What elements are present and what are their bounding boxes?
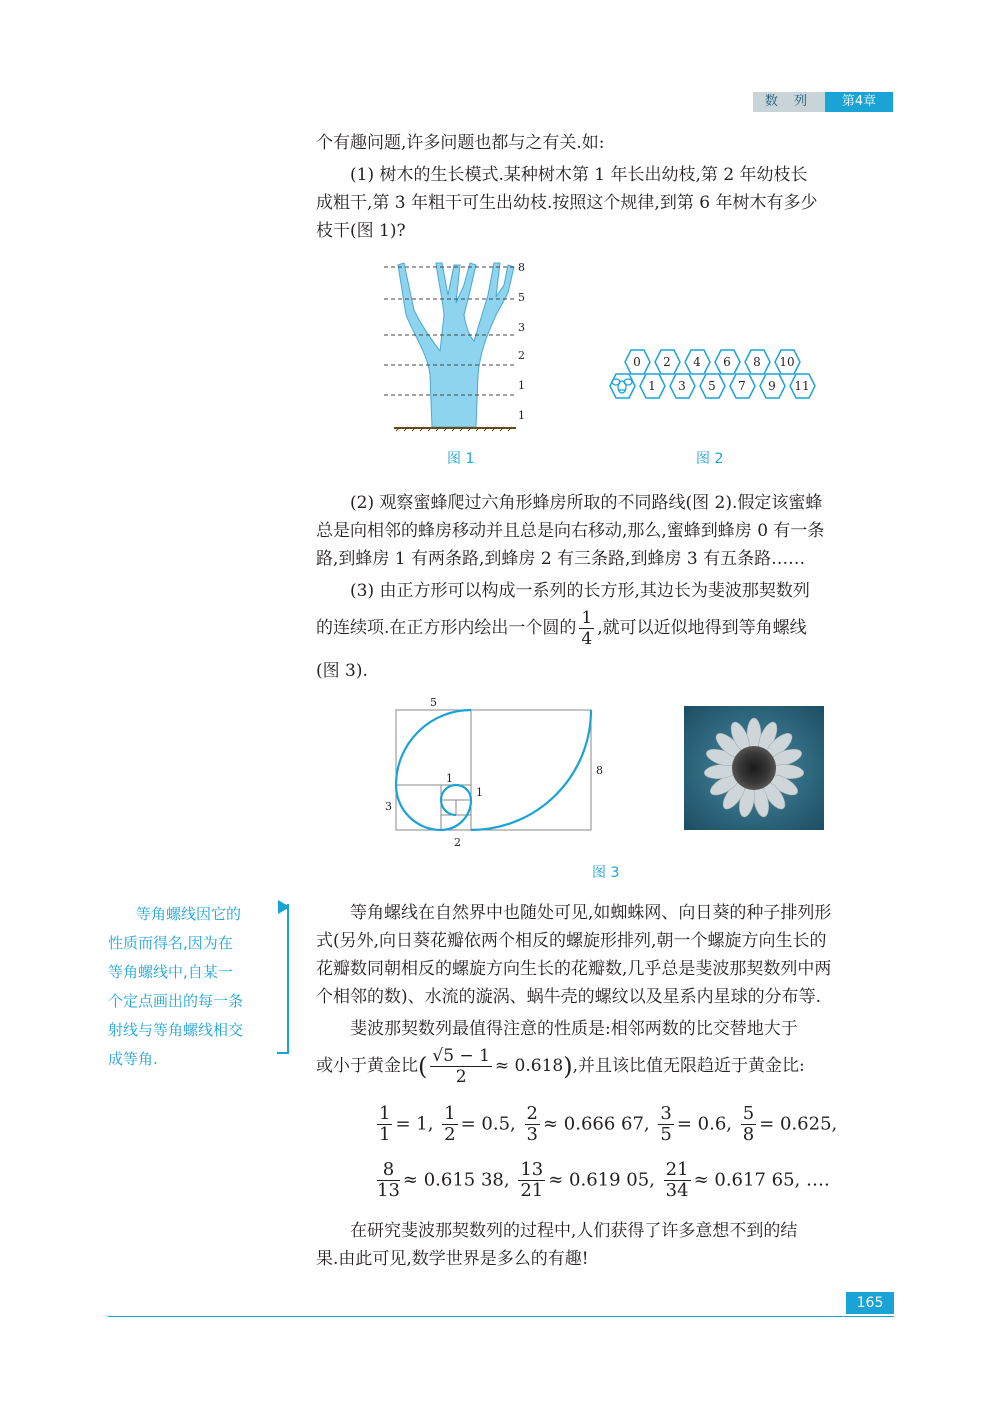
spiral-para-line4: 个相邻的数)、水流的漩涡、蜗牛壳的螺纹以及星系内星球的分布等. xyxy=(316,987,822,1007)
hex-cell-label: 0 xyxy=(633,355,641,369)
hex-cell-label: 2 xyxy=(663,355,671,369)
margin-note-line5: 射线与等角螺线相交 xyxy=(108,1021,244,1039)
ratio-numerator: 13 xyxy=(520,1159,544,1180)
ratio-fraction xyxy=(664,1160,691,1201)
ratio-value: = 0.625, xyxy=(759,1113,838,1135)
sunflower-photo xyxy=(684,706,824,830)
margin-note-line4: 个定点画出的每一条 xyxy=(108,992,244,1010)
fig3-caption: 图 3 xyxy=(592,865,620,881)
ratio-fraction xyxy=(518,1160,545,1201)
footer-rule xyxy=(108,1316,894,1317)
chapter-label: 第4章 xyxy=(825,92,893,112)
property-para-line1: 斐波那契数列最值得注意的性质是:相邻两数的比交替地大于 xyxy=(350,1019,798,1039)
hex-cell-label: 4 xyxy=(693,355,701,369)
hex-cell-label: 3 xyxy=(678,379,686,393)
ratios-row-2 xyxy=(374,1160,830,1201)
hex-cell-label: 8 xyxy=(753,355,761,369)
ratio-numerator: 3 xyxy=(660,1103,672,1124)
golden-denominator: 2 xyxy=(455,1067,467,1087)
ratio-value: = 0.5, xyxy=(460,1113,516,1135)
ratio-numerator: 8 xyxy=(377,1160,400,1181)
intro-line: 个有趣问题,许多问题也都与之有关.如: xyxy=(316,133,605,153)
quarter-fraction xyxy=(579,608,594,649)
ratio-value: ≈ 0.619 05, xyxy=(548,1169,655,1191)
hex-cell-label: 6 xyxy=(723,355,731,369)
honeycomb-figure xyxy=(596,346,821,416)
spiral-label: 8 xyxy=(596,764,603,777)
ratio-numerator: 5 xyxy=(742,1103,755,1124)
ratio-denominator: 1 xyxy=(379,1124,391,1145)
golden-spiral-figure xyxy=(382,696,614,852)
item1-line1: (1) 树木的生长模式.某种树木第 1 年长出幼枝,第 2 年幼枝长 xyxy=(350,165,808,185)
ratio-fraction xyxy=(442,1104,457,1145)
ratio-fraction xyxy=(741,1104,756,1145)
spiral-label: 1 xyxy=(446,772,453,785)
ratio-value: ≈ 0.617 65, …. xyxy=(693,1169,830,1191)
hex-cell-label: 11 xyxy=(794,379,810,393)
item3-line2-start: 的连续项.在正方形内绘出一个圆的 xyxy=(316,618,577,638)
tree-level-label: 8 xyxy=(518,261,525,274)
spiral-label: 5 xyxy=(430,696,437,709)
property-line2-end: ,并且该比值无限趋近于黄金比: xyxy=(572,1056,805,1076)
item1-line3: 枝干(图 1)? xyxy=(316,221,406,241)
spiral-para-line3: 花瓣数同朝相反的螺旋方向生长的花瓣数,几乎总是斐波那契数列中两 xyxy=(316,959,832,979)
property-para-line2: 或小于黄金比( $\frac{√5 - 1}{2}$ ≈ 0.618),并且该比值无限趋近于黄金比: xyxy=(316,1046,805,1087)
ratio-numerator: 2 xyxy=(526,1103,538,1124)
hex-cell-label: 9 xyxy=(768,379,776,393)
item3-line2 xyxy=(316,608,807,649)
tree-figure xyxy=(384,255,544,435)
ratio-value: ≈ 0.615 38, xyxy=(402,1169,510,1191)
ratio-denominator: 8 xyxy=(742,1124,755,1145)
ratio-numerator: 1 xyxy=(379,1103,391,1124)
ratio-denominator: 3 xyxy=(526,1124,538,1145)
item3-line3: (图 3). xyxy=(316,661,368,681)
ratio-value: ≈ 0.666 67, xyxy=(542,1113,650,1135)
conclusion-line2: 果.由此可见,数学世界是多么的有趣! xyxy=(316,1249,589,1269)
spiral-para-line2: 式(另外,向日葵花瓣依两个相反的螺旋形排列,朝一个螺旋方向生长的 xyxy=(316,931,827,951)
tree-level-label: 2 xyxy=(518,349,525,362)
spiral-label: 3 xyxy=(385,800,392,813)
golden-approx: ≈ 0.618 xyxy=(494,1056,564,1076)
conclusion-line1: 在研究斐波那契数列的过程中,人们获得了许多意想不到的结 xyxy=(350,1221,798,1241)
ratio-numerator: 21 xyxy=(665,1159,689,1180)
margin-note-line2: 性质而得名,因为在 xyxy=(108,934,233,952)
margin-note-line3: 等角螺线中,自某一 xyxy=(108,963,233,981)
section-label: 数 列 xyxy=(753,92,825,112)
hex-cell-label: 5 xyxy=(708,379,716,393)
ratio-value: = 0.6, xyxy=(676,1113,732,1135)
ratio-denominator: 34 xyxy=(665,1180,689,1201)
margin-note-arrow-icon xyxy=(278,900,290,914)
golden-numerator: √5 − 1 xyxy=(432,1046,490,1066)
ratios-row-1 xyxy=(374,1104,837,1145)
fraction-numerator: 1 xyxy=(581,608,593,628)
item3-line1: (3) 由正方形可以构成一系列的长方形,其边长为斐波那契数列 xyxy=(350,581,810,601)
ratio-numerator: 1 xyxy=(444,1103,456,1124)
property-line2-start: 或小于黄金比 xyxy=(316,1056,418,1076)
item2-line3: 路,到蜂房 1 有两条路,到蜂房 2 有三条路,到蜂房 3 有五条路…… xyxy=(316,549,806,569)
item1-line2: 成粗干,第 3 年粗干可生出幼枝.按照这个规律,到第 6 年树木有多少 xyxy=(316,193,818,213)
tree-level-label: 3 xyxy=(518,321,525,334)
ratio-denominator: 13 xyxy=(377,1180,400,1201)
margin-note-line1: 等角螺线因它的 xyxy=(136,905,242,923)
ratio-denominator: 2 xyxy=(444,1124,456,1145)
margin-note-bracket xyxy=(277,904,289,1054)
item2-line2: 总是向相邻的蜂房移动并且总是向右移动,那么,蜜蜂到蜂房 0 有一条 xyxy=(316,521,825,541)
hex-cell-label: 1 xyxy=(648,379,656,393)
spiral-label: 2 xyxy=(454,836,461,849)
running-header xyxy=(753,92,893,112)
item3-line2-end: ,就可以近似地得到等角螺线 xyxy=(597,618,807,638)
hex-cell-label: 10 xyxy=(779,355,795,369)
ratio-fraction xyxy=(525,1104,540,1145)
tree-level-label: 1 xyxy=(518,409,525,422)
ratio-value: = 1, xyxy=(395,1113,434,1135)
page-number: 165 xyxy=(846,1292,894,1314)
golden-ratio-fraction xyxy=(430,1046,492,1087)
tree-level-label: 1 xyxy=(518,379,525,392)
ratio-denominator: 5 xyxy=(660,1124,672,1145)
spiral-para-line1: 等角螺线在自然界中也随处可见,如蜘蛛网、向日葵的种子排列形 xyxy=(350,903,832,923)
ratio-denominator: 21 xyxy=(520,1180,544,1201)
fraction-denominator: 4 xyxy=(581,629,593,649)
ratio-fraction xyxy=(658,1104,673,1145)
fig1-caption: 图 1 xyxy=(447,451,475,467)
ratio-fraction xyxy=(377,1160,400,1201)
hex-cell-label: 7 xyxy=(738,379,746,393)
margin-note-line6: 成等角. xyxy=(108,1050,158,1068)
tree-level-label: 5 xyxy=(518,291,525,304)
item2-line1: (2) 观察蜜蜂爬过六角形蜂房所取的不同路线(图 2).假定该蜜蜂 xyxy=(350,493,823,513)
spiral-label: 1 xyxy=(476,786,483,799)
ratio-fraction xyxy=(377,1104,392,1145)
fig2-caption: 图 2 xyxy=(696,451,724,467)
